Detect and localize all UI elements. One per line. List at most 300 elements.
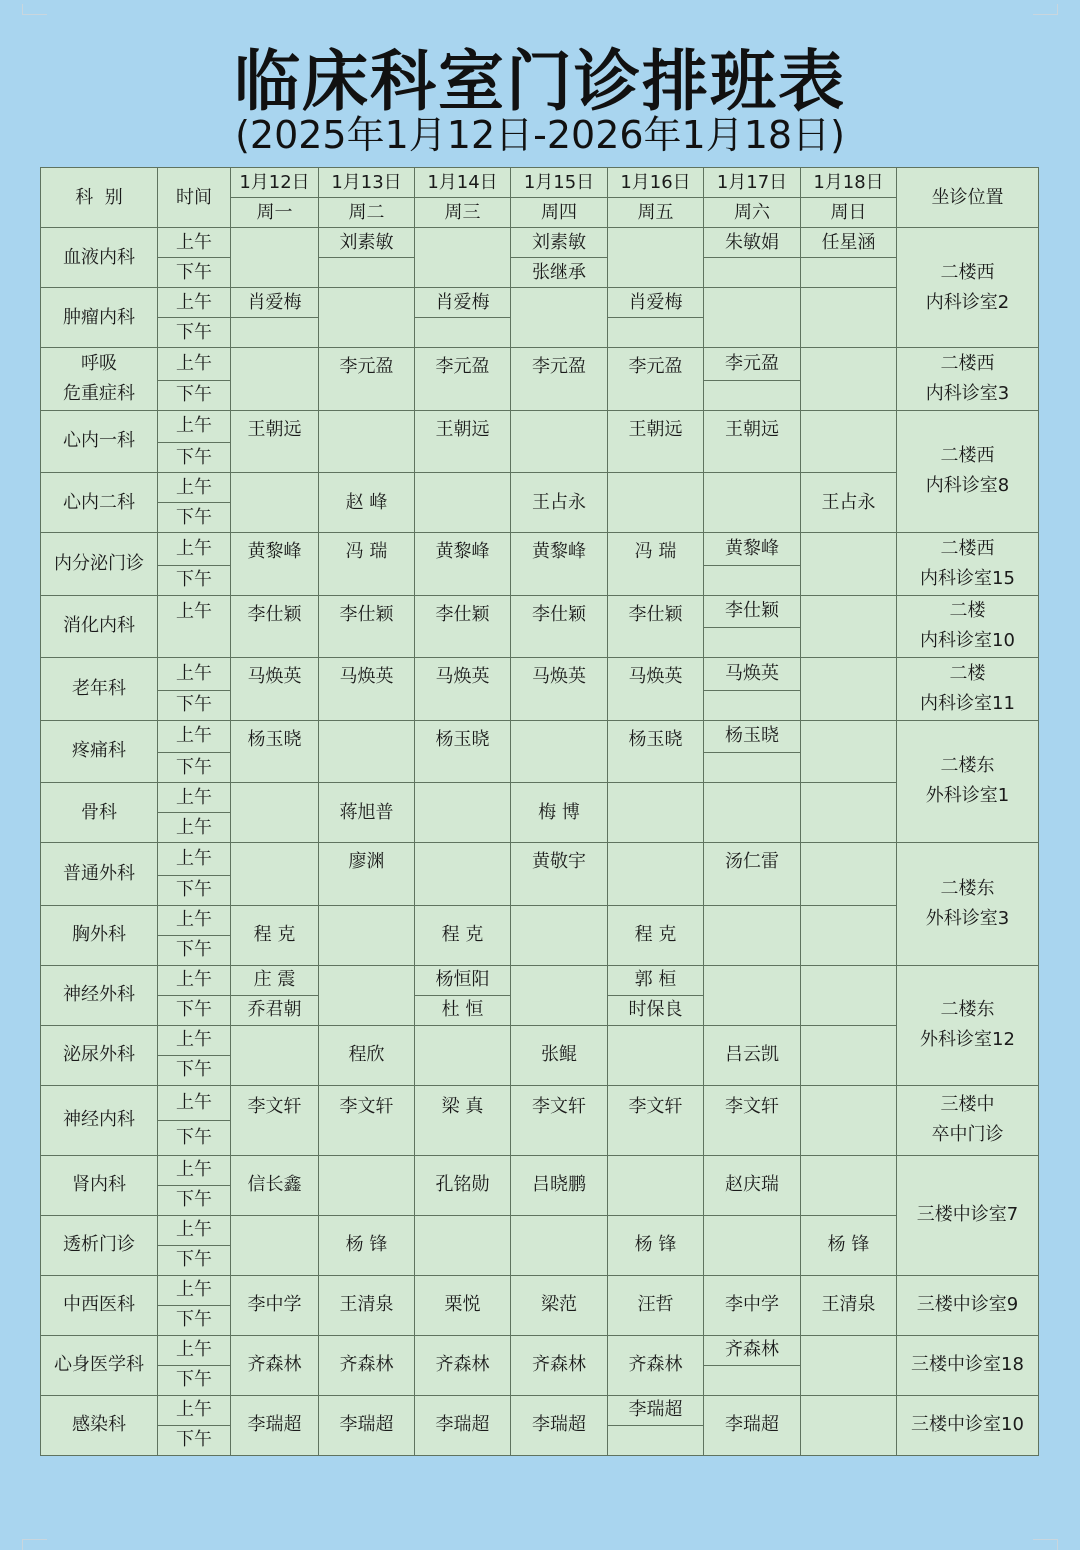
doctor-cell-am: 杨恒阳	[415, 965, 511, 995]
doctor-cell-pm	[319, 690, 415, 720]
doctor-cell-pm	[231, 628, 319, 658]
header-weekday: 周六	[704, 198, 801, 228]
time-slot-pm: 下午	[158, 690, 231, 720]
doctor-cell	[608, 228, 704, 288]
table-row-am	[41, 965, 1039, 995]
doctor-cell: 梁范	[511, 1275, 608, 1335]
header-dept: 科 别	[41, 168, 158, 228]
clinic-location-line: 内科诊室15	[920, 567, 1015, 589]
crop-mark	[22, 1539, 47, 1550]
header-location: 坐诊位置	[897, 168, 1039, 228]
doctor-cell	[704, 1215, 801, 1275]
doctor-cell: 张鲲	[511, 1025, 608, 1085]
doctor-cell-am: 黄黎峰	[511, 533, 608, 566]
clinic-location-line: 三楼中诊室9	[916, 1294, 1019, 1315]
doctor-cell-am: 杨玉晓	[608, 720, 704, 753]
doctor-cell: 李瑞超	[511, 1395, 608, 1455]
doctor-cell	[608, 783, 704, 843]
doctor-cell-pm	[415, 628, 511, 658]
doctor-cell-am: 李仕颖	[415, 595, 511, 628]
doctor-cell-pm: 张继承	[511, 258, 608, 288]
doctor-cell	[319, 410, 415, 473]
department-name	[41, 288, 158, 348]
doctor-cell-pm	[415, 565, 511, 595]
time-slot-am: 上午	[158, 843, 231, 876]
time-slot-pm: 下午	[158, 1365, 231, 1395]
doctor-cell	[801, 843, 897, 906]
department-name	[41, 965, 158, 1025]
schedule-table	[40, 167, 1039, 1456]
department-name-line: 透析门诊	[63, 1234, 135, 1255]
doctor-cell-pm	[608, 1425, 704, 1455]
doctor-cell	[801, 1335, 897, 1395]
doctor-cell	[801, 1025, 897, 1085]
clinic-location	[897, 1155, 1039, 1275]
time-slot-am: 上午	[158, 288, 231, 318]
doctor-cell	[801, 965, 897, 1025]
doctor-cell-pm	[511, 1120, 608, 1155]
doctor-cell-pm	[415, 690, 511, 720]
doctor-cell-am: 李元盈	[415, 348, 511, 381]
clinic-location	[897, 843, 1039, 966]
doctor-cell-am: 李文轩	[704, 1085, 801, 1120]
department-name	[41, 720, 158, 783]
department-name	[41, 228, 158, 288]
time-slot-am: 上午	[158, 965, 231, 995]
doctor-cell: 程 克	[608, 905, 704, 965]
doctor-cell-am: 汤仁雷	[704, 843, 801, 876]
doctor-cell	[415, 473, 511, 533]
clinic-location-line: 内科诊室10	[920, 630, 1015, 652]
time-slot-pm: 下午	[158, 318, 231, 348]
time-slot-pm: 下午	[158, 1305, 231, 1335]
doctor-cell	[704, 473, 801, 533]
doctor-cell-am: 梁 真	[415, 1085, 511, 1120]
page-subtitle: (2025年1月12日-2026年1月18日)	[235, 113, 845, 157]
doctor-cell: 李瑞超	[415, 1395, 511, 1455]
doctor-cell	[608, 843, 704, 906]
doctor-cell	[319, 720, 415, 783]
doctor-cell-am: 庄 震	[231, 965, 319, 995]
doctor-cell-pm	[319, 1120, 415, 1155]
time-slot-pm: 下午	[158, 995, 231, 1025]
doctor-cell-pm	[511, 628, 608, 658]
doctor-cell	[801, 410, 897, 473]
department-name	[41, 1395, 158, 1455]
doctor-cell	[801, 905, 897, 965]
doctor-cell-am: 王朝远	[231, 410, 319, 443]
department-name	[41, 905, 158, 965]
doctor-cell-am: 冯 瑞	[319, 533, 415, 566]
clinic-location-line: 二楼西	[940, 261, 995, 283]
clinic-location-line: 外科诊室3	[925, 907, 1010, 929]
doctor-cell-pm	[704, 875, 801, 905]
department-name-line: 心内二科	[63, 491, 135, 513]
doctor-cell	[415, 1215, 511, 1275]
doctor-cell-pm	[511, 565, 608, 595]
clinic-location-line: 外科诊室1	[925, 785, 1010, 807]
doctor-cell: 杨 锋	[319, 1215, 415, 1275]
department-name-line: 感染科	[72, 1414, 126, 1435]
doctor-cell-pm	[319, 628, 415, 658]
time-slot-am: 上午	[158, 1155, 231, 1185]
table-row-pm	[41, 258, 1039, 288]
doctor-cell: 孔铭勋	[415, 1155, 511, 1215]
department-name	[41, 1155, 158, 1215]
time-slot-am: 上午	[158, 905, 231, 935]
time-slot-am: 上午	[158, 783, 231, 813]
doctor-cell-pm	[415, 318, 511, 348]
doctor-cell-pm	[511, 875, 608, 905]
doctor-cell-am: 李文轩	[511, 1085, 608, 1120]
clinic-location	[897, 965, 1039, 1085]
doctor-cell	[415, 843, 511, 906]
doctor-cell-pm	[231, 565, 319, 595]
time-slot-pm: 下午	[158, 258, 231, 288]
header-row-dates	[41, 168, 1039, 198]
clinic-location	[897, 595, 1039, 658]
clinic-location-line: 二楼	[949, 662, 986, 684]
doctor-cell-am: 李仕颖	[231, 595, 319, 628]
clinic-location	[897, 228, 1039, 348]
time-slot: 上午	[158, 595, 231, 658]
doctor-cell: 吕云凯	[704, 1025, 801, 1085]
header-date: 1月12日	[231, 168, 319, 198]
department-name-line: 胸外科	[72, 924, 126, 945]
department-name-line: 神经内科	[63, 1109, 135, 1130]
department-name-line: 危重症科	[63, 382, 135, 404]
department-name	[41, 595, 158, 658]
department-name-line: 肾内科	[72, 1174, 126, 1195]
doctor-cell-am: 李仕颖	[608, 595, 704, 628]
table-row-am	[41, 1335, 1039, 1365]
doctor-cell: 程 克	[231, 905, 319, 965]
crop-mark	[22, 4, 47, 15]
clinic-location-line: 二楼西	[940, 445, 995, 467]
time-slot-am: 上午	[158, 658, 231, 691]
doctor-cell-am: 王朝远	[608, 410, 704, 443]
doctor-cell-pm	[608, 753, 704, 783]
doctor-cell-am: 李仕颖	[319, 595, 415, 628]
doctor-cell	[231, 348, 319, 411]
table-row-am	[41, 1025, 1039, 1055]
header-weekday: 周日	[801, 198, 897, 228]
department-name-line: 中西医科	[63, 1294, 135, 1315]
header-date: 1月13日	[319, 168, 415, 198]
doctor-cell-am: 李元盈	[319, 348, 415, 381]
doctor-cell-am: 李元盈	[511, 348, 608, 381]
doctor-cell: 汪哲	[608, 1275, 704, 1335]
doctor-cell: 杨 锋	[801, 1215, 897, 1275]
department-name	[41, 1335, 158, 1395]
department-name-line: 消化内科	[63, 615, 135, 637]
clinic-location	[897, 1275, 1039, 1335]
time-slot-am: 上午	[158, 1215, 231, 1245]
doctor-cell-am: 马焕英	[415, 658, 511, 691]
doctor-cell-pm	[319, 875, 415, 905]
doctor-cell: 栗悦	[415, 1275, 511, 1335]
doctor-cell	[608, 1155, 704, 1215]
time-slot-am: 上午	[158, 410, 231, 443]
doctor-cell	[511, 905, 608, 965]
doctor-cell	[801, 533, 897, 596]
doctor-cell-am: 杨玉晓	[415, 720, 511, 753]
time-slot-pm: 下午	[158, 935, 231, 965]
doctor-cell-pm: 乔君朝	[231, 995, 319, 1025]
doctor-cell-am: 李文轩	[608, 1085, 704, 1120]
doctor-cell: 程 克	[415, 905, 511, 965]
clinic-location-line: 二楼东	[940, 877, 995, 899]
doctor-cell-pm	[415, 1120, 511, 1155]
doctor-cell-am: 王朝远	[704, 410, 801, 443]
doctor-cell-am: 李仕颖	[704, 595, 801, 628]
doctor-cell-am: 李仕颖	[511, 595, 608, 628]
doctor-cell	[231, 1025, 319, 1085]
clinic-location-line: 内科诊室8	[925, 475, 1010, 497]
department-name-line: 普通外科	[63, 862, 135, 884]
department-name	[41, 1215, 158, 1275]
doctor-cell-am: 朱敏娟	[704, 228, 801, 258]
doctor-cell: 赵 峰	[319, 473, 415, 533]
doctor-cell-pm: 时保良	[608, 995, 704, 1025]
doctor-cell	[704, 905, 801, 965]
header-time: 时间	[158, 168, 231, 228]
header-date: 1月16日	[608, 168, 704, 198]
doctor-cell-pm	[704, 443, 801, 473]
doctor-cell: 李中学	[231, 1275, 319, 1335]
doctor-cell	[704, 965, 801, 1025]
clinic-location-line: 二楼东	[940, 999, 995, 1020]
department-name	[41, 348, 158, 411]
doctor-cell	[608, 473, 704, 533]
time-slot-pm: 下午	[158, 443, 231, 473]
time-slot-am: 上午	[158, 1025, 231, 1055]
doctor-cell-am: 马焕英	[704, 658, 801, 691]
doctor-cell-pm	[704, 380, 801, 410]
header-weekday: 周五	[608, 198, 704, 228]
department-name-line: 老年科	[72, 677, 126, 699]
clinic-location	[897, 348, 1039, 411]
table-row-am	[41, 410, 1039, 443]
doctor-cell-pm	[608, 1120, 704, 1155]
table-row-am	[41, 658, 1039, 691]
clinic-location-line: 三楼中诊室18	[911, 1354, 1024, 1375]
header-weekday: 周四	[511, 198, 608, 228]
page-title: 临床科室门诊排班表	[234, 43, 846, 120]
doctor-cell	[608, 1025, 704, 1085]
doctor-cell-am: 肖爱梅	[231, 288, 319, 318]
doctor-cell	[704, 783, 801, 843]
doctor-cell	[704, 288, 801, 348]
department-name-line: 心内一科	[63, 430, 135, 452]
department-name-line: 心身医学科	[54, 1354, 144, 1375]
time-slot-am: 上午	[158, 1395, 231, 1425]
department-name	[41, 410, 158, 473]
doctor-cell	[801, 1155, 897, 1215]
doctor-cell-am: 马焕英	[319, 658, 415, 691]
department-name	[41, 1025, 158, 1085]
table-row-am	[41, 533, 1039, 566]
doctor-cell-am: 杨玉晓	[704, 720, 801, 753]
doctor-cell-pm	[415, 753, 511, 783]
time-slot-am: 上午	[158, 533, 231, 566]
doctor-cell	[231, 228, 319, 288]
doctor-cell-pm	[415, 380, 511, 410]
time-slot-pm: 下午	[158, 565, 231, 595]
clinic-location	[897, 1335, 1039, 1395]
table-row-am	[41, 783, 1039, 813]
doctor-cell-am: 李元盈	[608, 348, 704, 381]
doctor-cell-pm	[231, 690, 319, 720]
time-slot-pm: 下午	[158, 1120, 231, 1155]
department-name-line: 骨科	[81, 801, 117, 823]
department-name	[41, 473, 158, 533]
doctor-cell	[511, 720, 608, 783]
table-row-am	[41, 473, 1039, 503]
doctor-cell	[801, 1085, 897, 1155]
time-slot-pm: 下午	[158, 1185, 231, 1215]
doctor-cell	[511, 965, 608, 1025]
doctor-cell-am: 马焕英	[608, 658, 704, 691]
doctor-cell: 信长鑫	[231, 1155, 319, 1215]
doctor-cell-pm	[704, 258, 801, 288]
crop-mark	[1033, 1539, 1058, 1550]
doctor-cell	[801, 783, 897, 843]
time-slot-am: 上午	[158, 1275, 231, 1305]
doctor-cell	[801, 288, 897, 348]
clinic-location-line: 内科诊室3	[925, 382, 1010, 404]
time-slot-pm: 下午	[158, 753, 231, 783]
doctor-cell-am: 李元盈	[704, 348, 801, 381]
doctor-cell-pm	[608, 443, 704, 473]
doctor-cell-am: 王朝远	[415, 410, 511, 443]
department-name-line: 疼痛科	[72, 740, 126, 762]
header-date: 1月14日	[415, 168, 511, 198]
department-name-line: 神经外科	[63, 984, 135, 1005]
table-row-am	[41, 1155, 1039, 1185]
doctor-cell-pm	[704, 628, 801, 658]
clinic-location-line: 外科诊室12	[920, 1029, 1015, 1050]
doctor-cell-pm	[319, 258, 415, 288]
time-slot-am: 上午	[158, 348, 231, 381]
doctor-cell-pm: 杜 恒	[415, 995, 511, 1025]
doctor-cell-am: 黄黎峰	[415, 533, 511, 566]
department-name	[41, 658, 158, 721]
doctor-cell-pm	[231, 443, 319, 473]
time-slot-am: 上午	[158, 1085, 231, 1120]
doctor-cell-am: 肖爱梅	[608, 288, 704, 318]
clinic-location-line: 三楼中诊室10	[911, 1414, 1024, 1435]
table-row-am	[41, 905, 1039, 935]
department-name	[41, 1275, 158, 1335]
department-name	[41, 1085, 158, 1155]
header-date: 1月17日	[704, 168, 801, 198]
doctor-cell-am: 任星涵	[801, 228, 897, 258]
time-slot-pm: 下午	[158, 1055, 231, 1085]
doctor-cell-pm	[608, 565, 704, 595]
doctor-cell	[801, 720, 897, 783]
doctor-cell	[511, 288, 608, 348]
doctor-cell	[801, 658, 897, 721]
doctor-cell	[319, 965, 415, 1025]
time-slot-pm: 上午	[158, 813, 231, 843]
doctor-cell: 梅 博	[511, 783, 608, 843]
clinic-location-line: 三楼中诊室7	[916, 1204, 1019, 1225]
doctor-cell	[231, 783, 319, 843]
doctor-cell-am: 黄黎峰	[704, 533, 801, 566]
time-slot-pm: 下午	[158, 380, 231, 410]
doctor-cell: 齐森林	[319, 1335, 415, 1395]
doctor-cell	[801, 595, 897, 658]
crop-mark	[1033, 4, 1058, 15]
doctor-cell	[415, 783, 511, 843]
doctor-cell-pm	[608, 380, 704, 410]
doctor-cell	[801, 1395, 897, 1455]
clinic-location-line: 卒中门诊	[931, 1124, 1004, 1145]
clinic-location-line: 二楼	[949, 600, 986, 622]
header-date: 1月18日	[801, 168, 897, 198]
doctor-cell-am: 李文轩	[231, 1085, 319, 1120]
doctor-cell	[511, 410, 608, 473]
table-row-am	[41, 1085, 1039, 1120]
doctor-cell: 李瑞超	[231, 1395, 319, 1455]
department-name-line: 内分泌门诊	[54, 552, 144, 574]
doctor-cell	[415, 228, 511, 288]
doctor-cell	[319, 1155, 415, 1215]
doctor-cell-pm	[231, 1120, 319, 1155]
doctor-cell-pm	[511, 690, 608, 720]
clinic-location-line: 内科诊室2	[925, 291, 1010, 313]
doctor-cell	[801, 348, 897, 411]
doctor-cell	[319, 905, 415, 965]
table-row-am	[41, 843, 1039, 876]
header-weekday: 周二	[319, 198, 415, 228]
doctor-cell-pm	[319, 380, 415, 410]
doctor-cell	[511, 1215, 608, 1275]
clinic-location-line: 二楼西	[940, 352, 995, 374]
doctor-cell	[415, 1025, 511, 1085]
clinic-location	[897, 658, 1039, 721]
doctor-cell: 程欣	[319, 1025, 415, 1085]
doctor-cell-pm	[415, 443, 511, 473]
clinic-location-line: 二楼西	[940, 537, 995, 559]
doctor-cell: 齐森林	[415, 1335, 511, 1395]
doctor-cell: 齐森林	[608, 1335, 704, 1395]
header-weekday: 周一	[231, 198, 319, 228]
doctor-cell	[231, 843, 319, 906]
doctor-cell: 吕晓鹏	[511, 1155, 608, 1215]
department-name	[41, 843, 158, 906]
time-slot-am: 上午	[158, 720, 231, 753]
doctor-cell-pm	[704, 1365, 801, 1395]
doctor-cell-pm	[511, 380, 608, 410]
header-date: 1月15日	[511, 168, 608, 198]
doctor-cell-pm	[231, 753, 319, 783]
doctor-cell: 李瑞超	[704, 1395, 801, 1455]
doctor-cell-am: 杨玉晓	[231, 720, 319, 753]
doctor-cell-am: 肖爱梅	[415, 288, 511, 318]
doctor-cell-am: 李文轩	[319, 1085, 415, 1120]
doctor-cell: 杨 锋	[608, 1215, 704, 1275]
doctor-cell: 蒋旭普	[319, 783, 415, 843]
department-name-line: 泌尿外科	[63, 1044, 135, 1065]
table-row-am	[41, 1215, 1039, 1245]
doctor-cell-am: 郭 桓	[608, 965, 704, 995]
doctor-cell-pm	[608, 318, 704, 348]
doctor-cell-pm	[704, 1120, 801, 1155]
time-slot-pm: 下午	[158, 1425, 231, 1455]
doctor-cell-am: 冯 瑞	[608, 533, 704, 566]
